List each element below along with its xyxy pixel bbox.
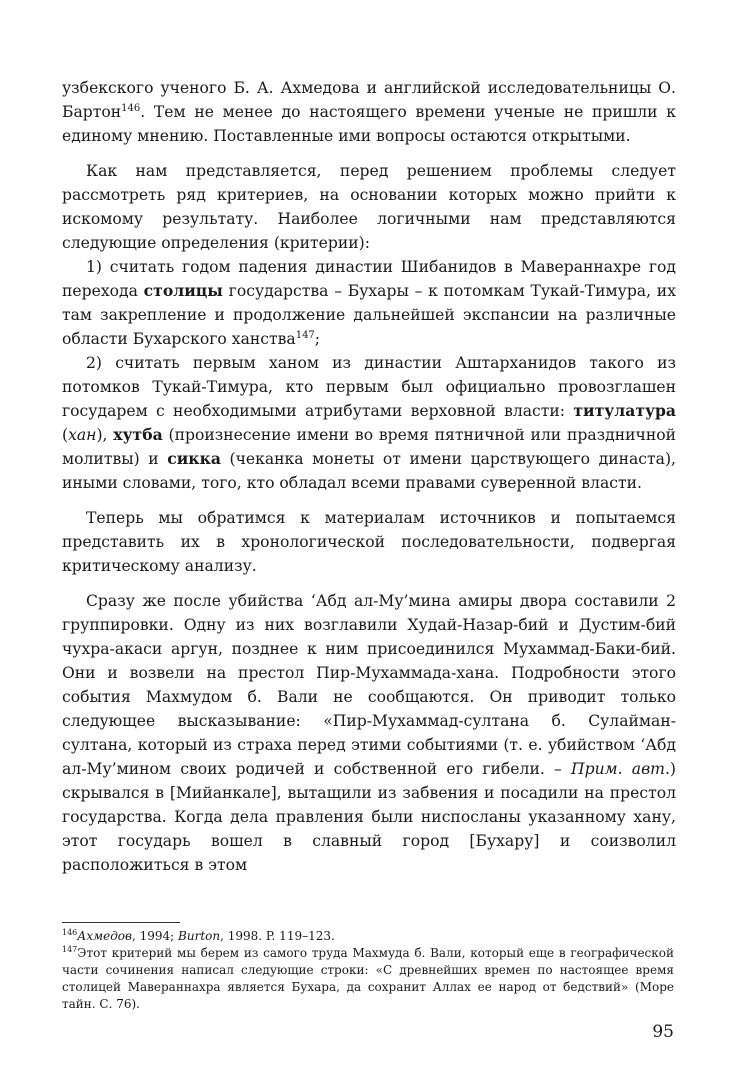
page-number: 95 bbox=[652, 1022, 674, 1042]
footnote-146 bbox=[62, 928, 674, 945]
text: (чеканка монеты от имени царствующего династа), иными словами, того, кто обладал всеми правами суверенной власти. bbox=[62, 450, 677, 492]
italic-term: хан bbox=[68, 426, 97, 444]
footnotes bbox=[62, 928, 674, 1013]
text: Сразу же после убийства ‘Абд ал-Му’мина амиры двора составили 2 группировки. Одну из них возглавили Худай-Назар-бий и Дустим-бий чухра-акаси аргун, позднее к ним присоединился Мухаммад-Баки-бий. Они и возвели на престол Пир-Мухаммада-хана. Подробности этого события Махмудом б. Вали не сообщаются. Он приводит только следующее высказывание: «Пир-Мухаммад-султана б. Сулайман-султана, который из страха перед этими событиями (т. е. убийством ‘Абд ал-Му’мином своих родичей и собственной его гибели. – bbox=[62, 592, 676, 778]
bold-term: хутба bbox=[113, 425, 163, 444]
footnote-number: 147 bbox=[62, 945, 78, 954]
paragraph-5 bbox=[62, 506, 676, 578]
text: Теперь мы обратимся к материалам источников и попытаемся представить их в хронологической последовательности, подвергая критическому анализу. bbox=[62, 509, 676, 575]
footnote-divider bbox=[62, 922, 180, 923]
text: ), bbox=[96, 426, 114, 444]
text: , 1994; bbox=[132, 929, 179, 943]
text: Этот критерий мы берем из самого труда Махмуда б. Вали, который еще в географической части сочинения написал следующие строки: «С древнейших времен по настоящее время столицей Мавераннахра является Бухара, да сохранит Аллах ее народ от бедствий» (Море тайн. С. 76). bbox=[62, 946, 674, 1011]
paragraph-4 bbox=[62, 351, 676, 495]
paragraph-3 bbox=[62, 255, 676, 351]
paragraph-6 bbox=[62, 589, 676, 877]
paragraph-1 bbox=[62, 76, 676, 148]
text: . Тем не менее до настоящего времени ученые не пришли к единому мнению. Поставленные ими вопросы остаются открытыми. bbox=[62, 103, 676, 145]
footnote-ref-146[interactable]: 146 bbox=[121, 103, 141, 114]
bold-term: столицы bbox=[143, 281, 223, 300]
footnote-147 bbox=[62, 945, 674, 1013]
text: государства – Бухары – к потомкам Тукай-Тимура, их там закрепление и продолжение дальнейшей экспансии на различные области Бухарского ханства bbox=[62, 282, 676, 348]
text: (произнесение имени во время пятничной или праздничной молитвы) и bbox=[62, 426, 676, 468]
main-text bbox=[62, 76, 676, 877]
bold-term: сикка bbox=[167, 449, 221, 468]
footnote-ref-147[interactable]: 147 bbox=[295, 330, 315, 341]
italic-term: Burton bbox=[178, 929, 221, 943]
text: ) скрывался в [Мийанкале], вытащили из забвения и посадили на престол государства. Когда дела правления были ниспосланы указанному хану, этот государь вошел в славный город [Бухару] и соизволил расположиться в этом bbox=[62, 760, 676, 874]
italic-term: Прим. авт. bbox=[571, 760, 670, 778]
text: 1) считать годом падения династии Шибанидов в Мавераннахре год перехода bbox=[62, 258, 676, 300]
text: ; bbox=[314, 330, 321, 348]
text: узбекского ученого Б. А. Ахмедова и английской исследовательницы О. Бартон bbox=[62, 79, 676, 121]
italic-term: Ахмедов bbox=[77, 929, 133, 943]
paragraph-2 bbox=[62, 159, 676, 255]
text: 2) считать первым ханом из династии Аштарханидов такого из потомков Тукай-Тимура, кто первым был официально провозглашен государем с необходимыми атрибутами верховной власти: bbox=[62, 354, 676, 420]
bold-term: титулатура bbox=[573, 401, 676, 420]
text: ( bbox=[62, 426, 69, 444]
footnote-number: 146 bbox=[62, 928, 78, 937]
text: Как нам представляется, перед решением проблемы следует рассмотреть ряд критериев, на основании которых можно прийти к искомому результату. Наиболее логичными нам представляются следующие определения (критерии): bbox=[62, 162, 676, 252]
text: , 1998. P. 119–123. bbox=[220, 929, 335, 943]
